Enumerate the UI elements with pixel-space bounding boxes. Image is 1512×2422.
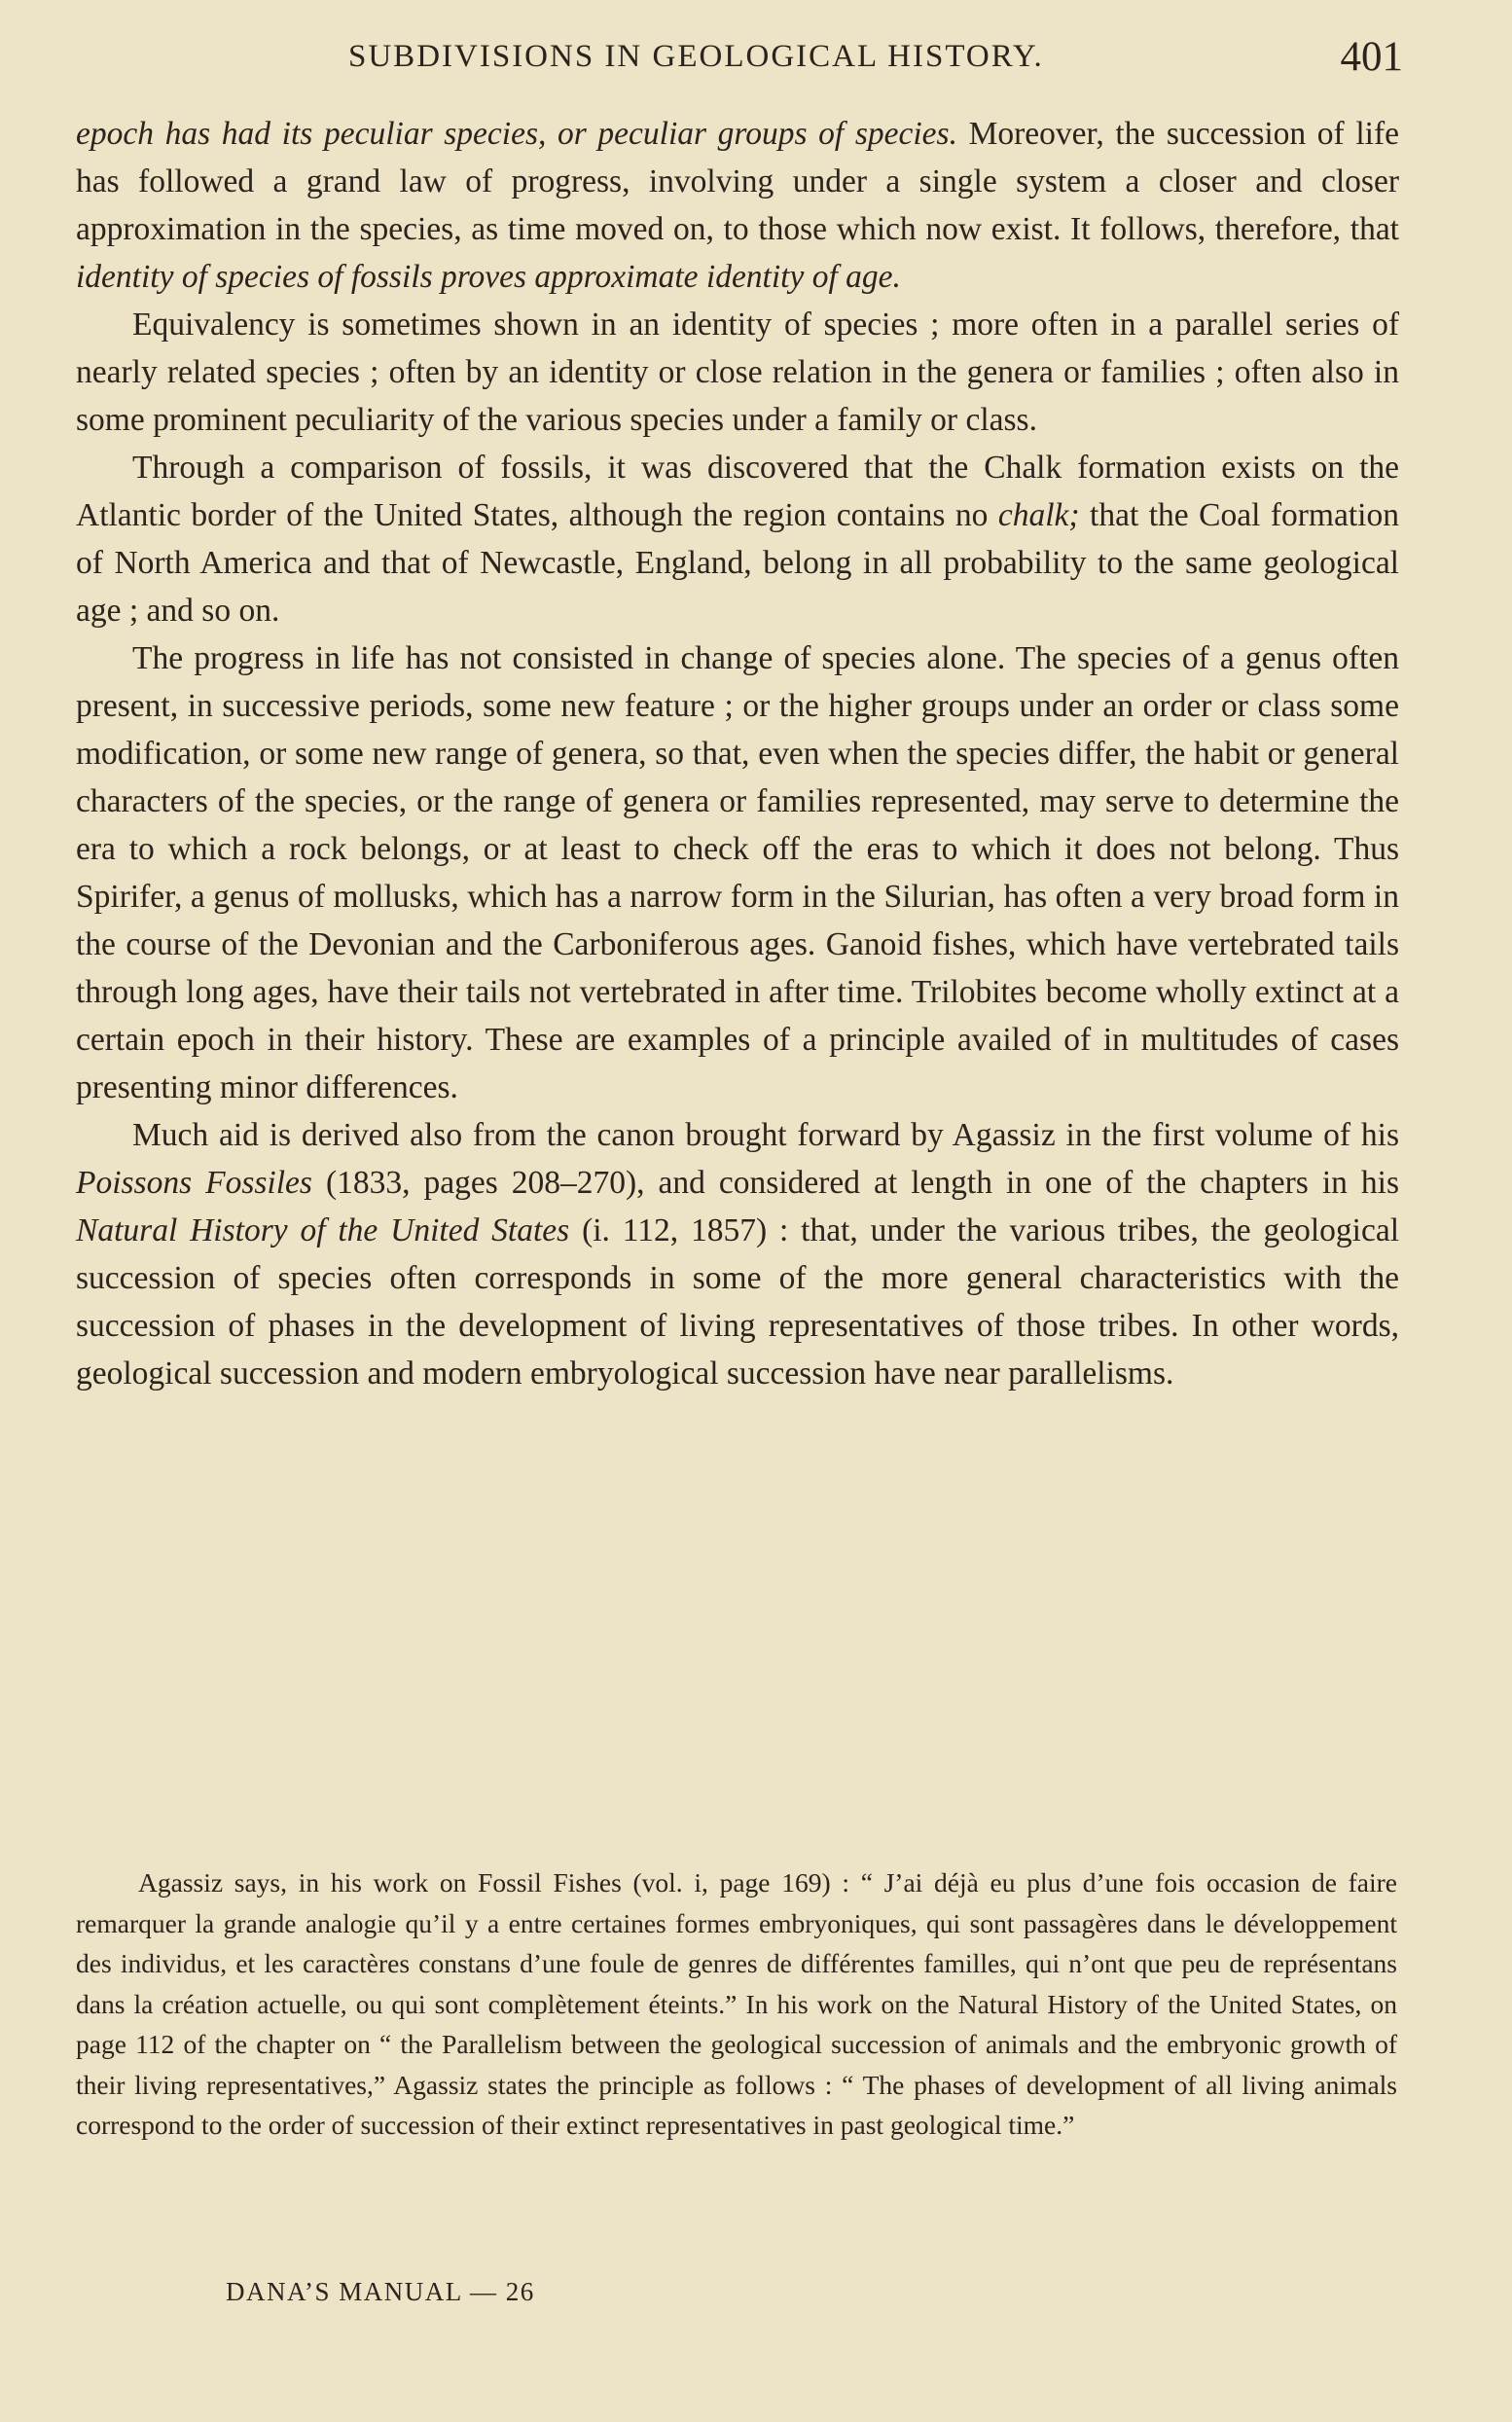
paragraph-5-text-a: Much aid is derived also from the canon brought forward by Agassiz in the first volume of his [132, 1117, 1399, 1153]
paragraph-1-italic-end: identity of species of fossils proves approximate identity of age. [76, 259, 901, 295]
running-head-title: SUBDIVISIONS IN GEOLOGICAL HISTORY. [348, 39, 1044, 74]
signature-mark: DANA’S MANUAL — 26 [226, 2277, 535, 2306]
body-text [76, 110, 1399, 1397]
paragraph-3-text-b: that the Coal formation of North America and that of Newcastle, England, belong in all probability to the same geological age ; and so on. [76, 497, 1399, 629]
paragraph-5-italic-1: Poissons Fossiles [76, 1165, 312, 1201]
paragraph-5-text-b: (1833, pages 208–270), and considered at length in one of the chapters in his [311, 1165, 1399, 1201]
footnote: Agassiz says, in his work on Fossil Fishes (vol. i, page 169) : “ J’ai déjà eu plus d’une fois occasion de faire remarquer la grande analogie qu’il y a entre certaines formes embryoniques, qui sont passagères dans le développement des individus, et les caractères constans d’une foule de genres de différentes familles, qui n’ont que peu de représentans dans la création actuelle, ou qui sont complètement éteints.” In his work on the Natural History of the United States, on page 112 of the chapter on “ the Parallelism between the geological succession of animals and the embryonic growth of their living representatives,” Agassiz states the principle as follows : “ The phases of development of all living animals correspond to the order of succession of their extinct representatives in past geological time.” [76, 1867, 1397, 2140]
page-number: 401 [1340, 34, 1403, 80]
paragraph-3 [76, 444, 1399, 634]
paragraph-1-text: Moreover, the succession of life has followed a grand law of progress, involving under a single system a closer and closer approximation in the species, as time moved on, to those which now exist. It follows, therefore, that [76, 116, 1399, 247]
paragraph-3-text-a: Through a comparison of fossils, it was discovered that the Chalk formation exists on the Atlantic border of the United States, although the region contains no [76, 450, 1399, 533]
paragraph-2: Equivalency is sometimes shown in an identity of species ; more often in a parallel series of nearly related species ; often by an identity or close relation in the genera or families ; often also in some prominent peculiarity of the various species under a family or class. [76, 307, 1399, 438]
paragraph-4: The progress in life has not consisted in change of species alone. The species of a genus often present, in successive periods, some new feature ; or the higher groups under an order or class some modification, or some new range of genera, so that, even when the species differ, the habit or general characters of the species, or the range of genera or families represented, may serve to determine the era to which a rock belongs, or at least to check off the eras to which it does not belong. Thus Spirifer, a genus of mollusks, which has a narrow form in the Silurian, has often a very broad form in the course of the Devonian and the Carboniferous ages. Ganoid fishes, which have vertebrated tails through long ages, have their tails not vertebrated in after time. Trilobites become wholly extinct at a certain epoch in their history. These are examples of a principle availed of in multitudes of cases presenting minor differences. [76, 640, 1399, 1105]
paragraph-3-italic: chalk; [997, 497, 1080, 533]
paragraph-1 [76, 110, 1399, 301]
running-head [76, 33, 1403, 82]
paragraph-1-italic-start: epoch has had its peculiar species, or peculiar groups of species. [76, 116, 957, 152]
paragraph-5 [76, 1111, 1399, 1397]
paragraph-5-italic-2: Natural History of the United States [76, 1212, 570, 1248]
paragraph-5-text-c: (i. 112, 1857) : that, under the various tribes, the geological succession of species often corresponds in some of the more general characteristics with the succession of phases in the development of living representatives of those tribes. In other words, geological succession and modern embryological succession have near parallelisms. [76, 1212, 1399, 1392]
